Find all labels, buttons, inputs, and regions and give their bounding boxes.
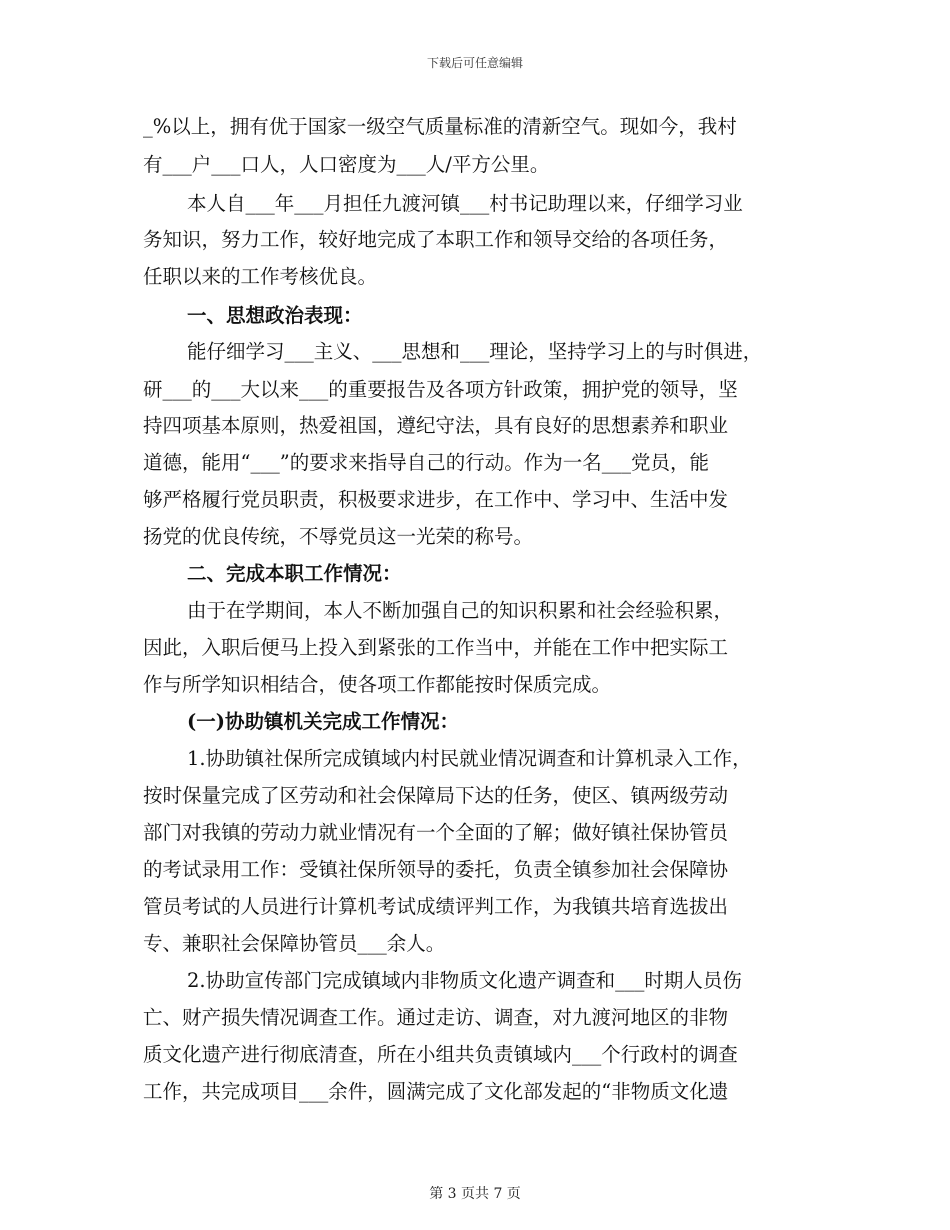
body-line: 的考试录用工作：受镇社保所领导的委托，负责全镇参加社会保障协: [143, 858, 729, 881]
page-footer: 第 3 页共 7 页: [429, 1186, 521, 1202]
body-line: 亡、财产损失情况调查工作。通过走访、调查，对九渡河地区的非物: [143, 1006, 729, 1029]
body-line: 任职以来的工作考核优良。: [143, 265, 378, 288]
body-line: 质文化遗产进行彻底清查，所在小组共负责镇域内___个行政村的调查: [143, 1043, 738, 1066]
body-line: 按时保量完成了区劳动和社会保障局下达的任务，使区、镇两级劳动: [143, 784, 729, 807]
body-line: 专、兼职社会保障协管员___余人。: [143, 932, 446, 955]
paragraph-first-line: 本人自___年___月担任九渡河镇___村书记助理以来，仔细学习业: [187, 192, 743, 215]
body-line: 因此，入职后便马上投入到紧张的工作当中，并能在工作中把实际工: [143, 636, 729, 659]
body-line: 管员考试的人员进行计算机考试成绩评判工作，为我镇共培育选拔出: [143, 895, 729, 918]
body-line: 有___户___口人，人口密度为___人/平方公里。: [143, 153, 550, 176]
paragraph-first-line: 1.协助镇社保所完成镇域内村民就业情况调查和计算机录入工作，: [187, 747, 752, 770]
body-line: 扬党的优良传统，不辱党员这一光荣的称号。: [143, 525, 534, 548]
body-line: 部门对我镇的劳动力就业情况有一个全面的了解；做好镇社保协管员: [143, 821, 729, 844]
body-line: 够严格履行党员职责，积极要求进步，在工作中、学习中、生活中发: [143, 488, 729, 511]
body-line: 作与所学知识相结合，使各项工作都能按时保质完成。: [143, 673, 612, 696]
paragraph-first-line: 由于在学期间，本人不断加强自己的知识积累和社会经验积累，: [187, 599, 734, 622]
body-line: 务知识，努力工作，较好地完成了本职工作和领导交给的各项任务，: [143, 228, 729, 251]
body-line: 持四项基本原则，热爱祖国，遵纪守法，具有良好的思想素养和职业: [143, 414, 729, 437]
body-line: 道德，能用“___”的要求来指导自己的行动。作为一名___党员，能: [143, 451, 709, 474]
paragraph-first-line: 能仔细学习___主义、___思想和___理论，坚持学习上的与时俱进，: [187, 340, 763, 363]
subsection-heading: (一)协助镇机关完成工作情况：: [187, 710, 459, 733]
section-heading: 一、思想政治表现：: [187, 304, 363, 327]
body-line: _%以上，拥有优于国家一级空气质量标准的清新空气。现如今，我村: [143, 115, 737, 138]
body-line: 工作，共完成项目___余件，圆满完成了文化部发起的“非物质文化遗: [143, 1080, 729, 1103]
paragraph-first-line: 2.协助宣传部门完成镇域内非物质文化遗产调查和___时期人员伤: [187, 969, 742, 992]
page-header: 下载后可任意编辑: [426, 56, 523, 70]
body-line: 研___的___大以来___的重要报告及各项方针政策，拥护党的领导，坚: [143, 378, 738, 401]
section-heading: 二、完成本职工作情况：: [187, 562, 402, 585]
